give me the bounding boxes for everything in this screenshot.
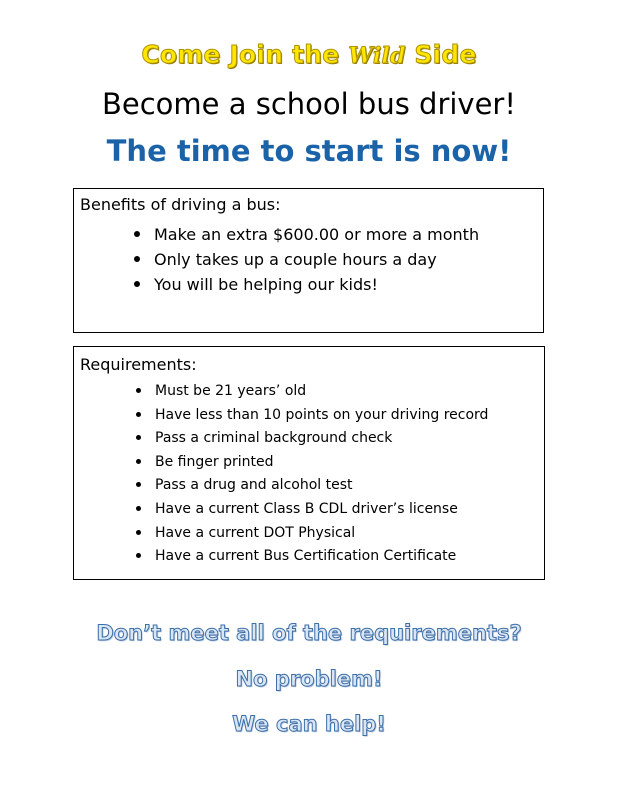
bullet-dot-icon [136, 388, 141, 393]
requirement-item [155, 451, 488, 475]
requirement-text: Have a current Bus Certification Certificate [155, 548, 457, 565]
requirements-box [73, 346, 545, 580]
bullet-dot-icon [136, 553, 141, 558]
requirement-text: Pass a criminal background check [155, 430, 393, 447]
requirement-text: Have a current Class B CDL driver’s license [155, 500, 458, 517]
benefits-list [154, 222, 479, 297]
benefits-heading: Benefits of driving a bus: [80, 195, 281, 214]
benefit-text: Only takes up a couple hours a day [154, 250, 437, 269]
footer-no-problem: No problem! [235, 667, 383, 691]
requirement-text: Pass a drug and alcohol test [155, 477, 353, 494]
footer-question: Don’t meet all of the requirements? [96, 621, 522, 645]
requirement-text: Have a current DOT Physical [155, 524, 356, 541]
requirements-list [155, 380, 488, 569]
requirement-text: Must be 21 years’ old [155, 383, 307, 399]
requirement-item [155, 498, 488, 522]
benefits-box [73, 188, 544, 333]
requirement-item [155, 380, 488, 404]
flyer-title [0, 40, 618, 69]
bullet-dot-icon [136, 482, 141, 487]
bullet-dot-icon [136, 530, 141, 535]
benefit-item [154, 247, 479, 272]
bullet-dot-icon [136, 412, 141, 417]
requirement-item [155, 522, 488, 546]
requirement-item [155, 404, 488, 428]
bullet-dot-icon [134, 231, 140, 237]
footer-we-can-help: We can help! [232, 712, 386, 736]
title-text-end: Side [405, 40, 477, 69]
bullet-dot-icon [136, 435, 141, 440]
bullet-dot-icon [136, 459, 141, 464]
benefit-item [154, 272, 479, 297]
benefit-text: You will be helping our kids! [154, 275, 378, 294]
requirement-item [155, 427, 488, 451]
benefit-item [154, 222, 479, 247]
bullet-dot-icon [136, 506, 141, 511]
benefit-text: Make an extra $600.00 or more a month [154, 225, 480, 244]
title-text-start: Come Join the [141, 40, 349, 69]
bullet-dot-icon [134, 256, 140, 262]
title-text-wild: Wild [348, 43, 406, 69]
requirement-text: Have less than 10 points on your driving record [155, 406, 489, 423]
requirement-text: Be finger printed [155, 453, 274, 470]
requirement-item [155, 474, 488, 498]
subtitle: Become a school bus driver! [102, 87, 516, 121]
requirement-item [155, 545, 488, 569]
bullet-dot-icon [134, 281, 140, 287]
tagline: The time to start is now! [106, 134, 512, 168]
requirements-heading: Requirements: [80, 355, 197, 374]
